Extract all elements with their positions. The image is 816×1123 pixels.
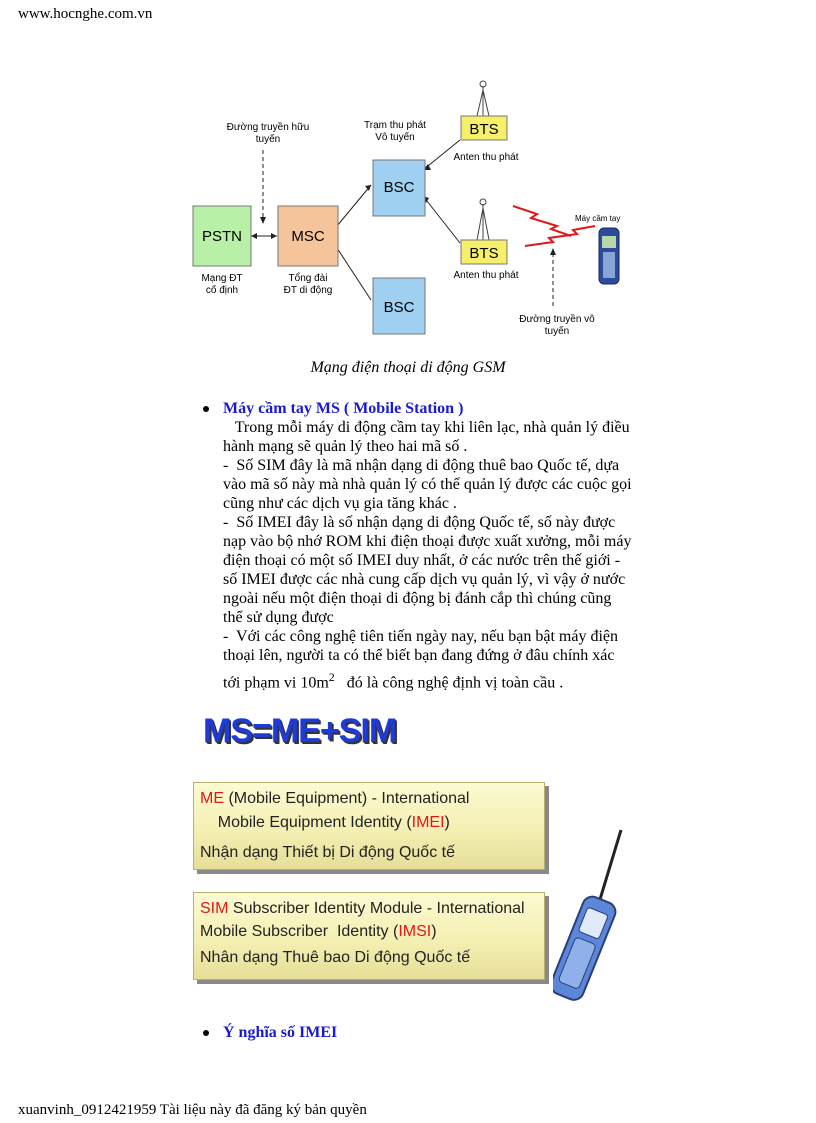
body-line: - Số SIM đây là mã nhận dạng di động thuê bao Quốc tế, dựa [223,457,620,474]
me-line2-post: ) [444,814,450,831]
wired-line-label-2: tuyến [255,134,281,145]
body-line-last [223,668,643,692]
msc-desc-1: Tổng đài [288,273,328,284]
superscript-2: 2 [328,670,335,684]
bullet-icon [203,406,209,412]
antenna-bottom-label: Anten thu phát [453,270,519,281]
msc-desc-2: ĐT di động [283,285,333,296]
section-heading: Máy cầm tay MS ( Mobile Station ) [223,400,464,417]
body-line: cũng như các dịch vụ gia tăng khác . [223,495,457,512]
link-msc-bsc-bottom [337,248,371,300]
pstn-desc-2: cố định [205,285,239,296]
pstn-label: PSTN [201,228,243,245]
radio-station-label-1: Trạm thu phát [364,120,426,131]
sim-line1: Subscriber Identity Module - International [228,900,525,917]
me-abbr: ME [200,790,224,807]
header-url[interactable]: www.hocnghe.com.vn [18,6,153,22]
body-line: vào mã số này mà nhà quản lý có thể quản lý được các cuộc gọi [223,476,632,493]
sim-line2-post: ) [431,923,437,940]
sim-abbr: SIM [200,900,229,917]
bsc-bottom-label: BSC [383,299,415,316]
imsi-abbr: IMSI [398,923,432,940]
bts-bottom-label: BTS [469,245,499,262]
imei-abbr: IMEI [411,814,445,831]
body-line: hành mạng sẽ quản lý theo hai mã số . [223,438,468,455]
diagram-caption: Mạng điện thoại di động GSM [310,359,506,376]
radio-wave-top [513,206,571,236]
pstn-desc-1: Mạng ĐT [201,273,243,284]
section-imei-meaning [205,1023,645,1042]
body-line: - Với các công nghệ tiên tiến ngày nay, nếu bạn bật máy điện [223,628,618,645]
body-line: - Số IMEI đây là số nhận dạng di động Quốc tế, số này được [223,514,616,531]
body-line: Trong mỗi máy di động cầm tay khi liên lạc, nhà quản lý điều [223,419,630,436]
section-body [223,418,643,692]
msc-label: MSC [291,228,325,245]
body-line: thể sử dụng được [223,609,334,626]
me-box [193,782,545,870]
body-line: điện thoại có một số IMEI duy nhất, ở các nước trên thế giới - [223,552,621,569]
section-mobile-station [205,399,645,692]
me-line3: Nhận dạng Thiết bị Di động Quốc tế [200,844,455,861]
me-line1: (Mobile Equipment) - International [224,790,470,807]
link-bsc-bts-bottom [423,196,460,243]
section-heading: Ý nghĩa số IMEI [223,1024,338,1041]
me-line2-pre: Mobile Equipment Identity ( [200,814,412,831]
wireless-line-label-2: tuyến [544,326,570,337]
sim-box [193,892,545,980]
bts-top-label: BTS [469,121,499,138]
ms-formula: MS=ME+SIM [203,712,397,750]
bullet-icon [203,1030,209,1036]
body-line: nạp vào bộ nhớ ROM khi điện thoại được xuất xưởng, mỗi máy [223,533,632,550]
footer-note: xuanvinh_0912421959 Tài liệu này đã đăng ký bản quyền [18,1102,367,1118]
last-line-post: đó là công nghệ định vị toàn cầu . [334,674,564,692]
bsc-top-label: BSC [383,179,415,196]
radio-station-label-2: Vô tuyến [375,132,415,143]
radio-wave-bottom [525,226,595,246]
body-line: số IMEI được các nhà cung cấp dịch vụ quản lý, vì vậy ở nước [223,571,626,588]
last-line-pre: tới phạm vi 10m [223,674,329,692]
body-line: ngoài nếu một điện thoại di động bị đánh cắp thì chúng cũng [223,590,612,607]
mobile-phone-icon [553,826,633,1006]
wired-line-label-1: Đường truyền hữu [226,122,310,133]
wireless-line-label-1: Đường truyền vô [519,314,595,325]
link-msc-bsc-top [337,185,371,226]
sim-line3: Nhân dạng Thuê bao Di động Quốc tế [200,949,471,966]
handset-label: Máy cầm tay [575,214,621,223]
body-line: thoại lên, người ta có thể biết bạn đang đứng ở đâu chính xác [223,647,615,664]
antenna-top-label: Anten thu phát [453,152,519,163]
sim-line2-pre: Mobile Subscriber Identity ( [200,923,399,940]
gsm-network-diagram [185,78,625,348]
